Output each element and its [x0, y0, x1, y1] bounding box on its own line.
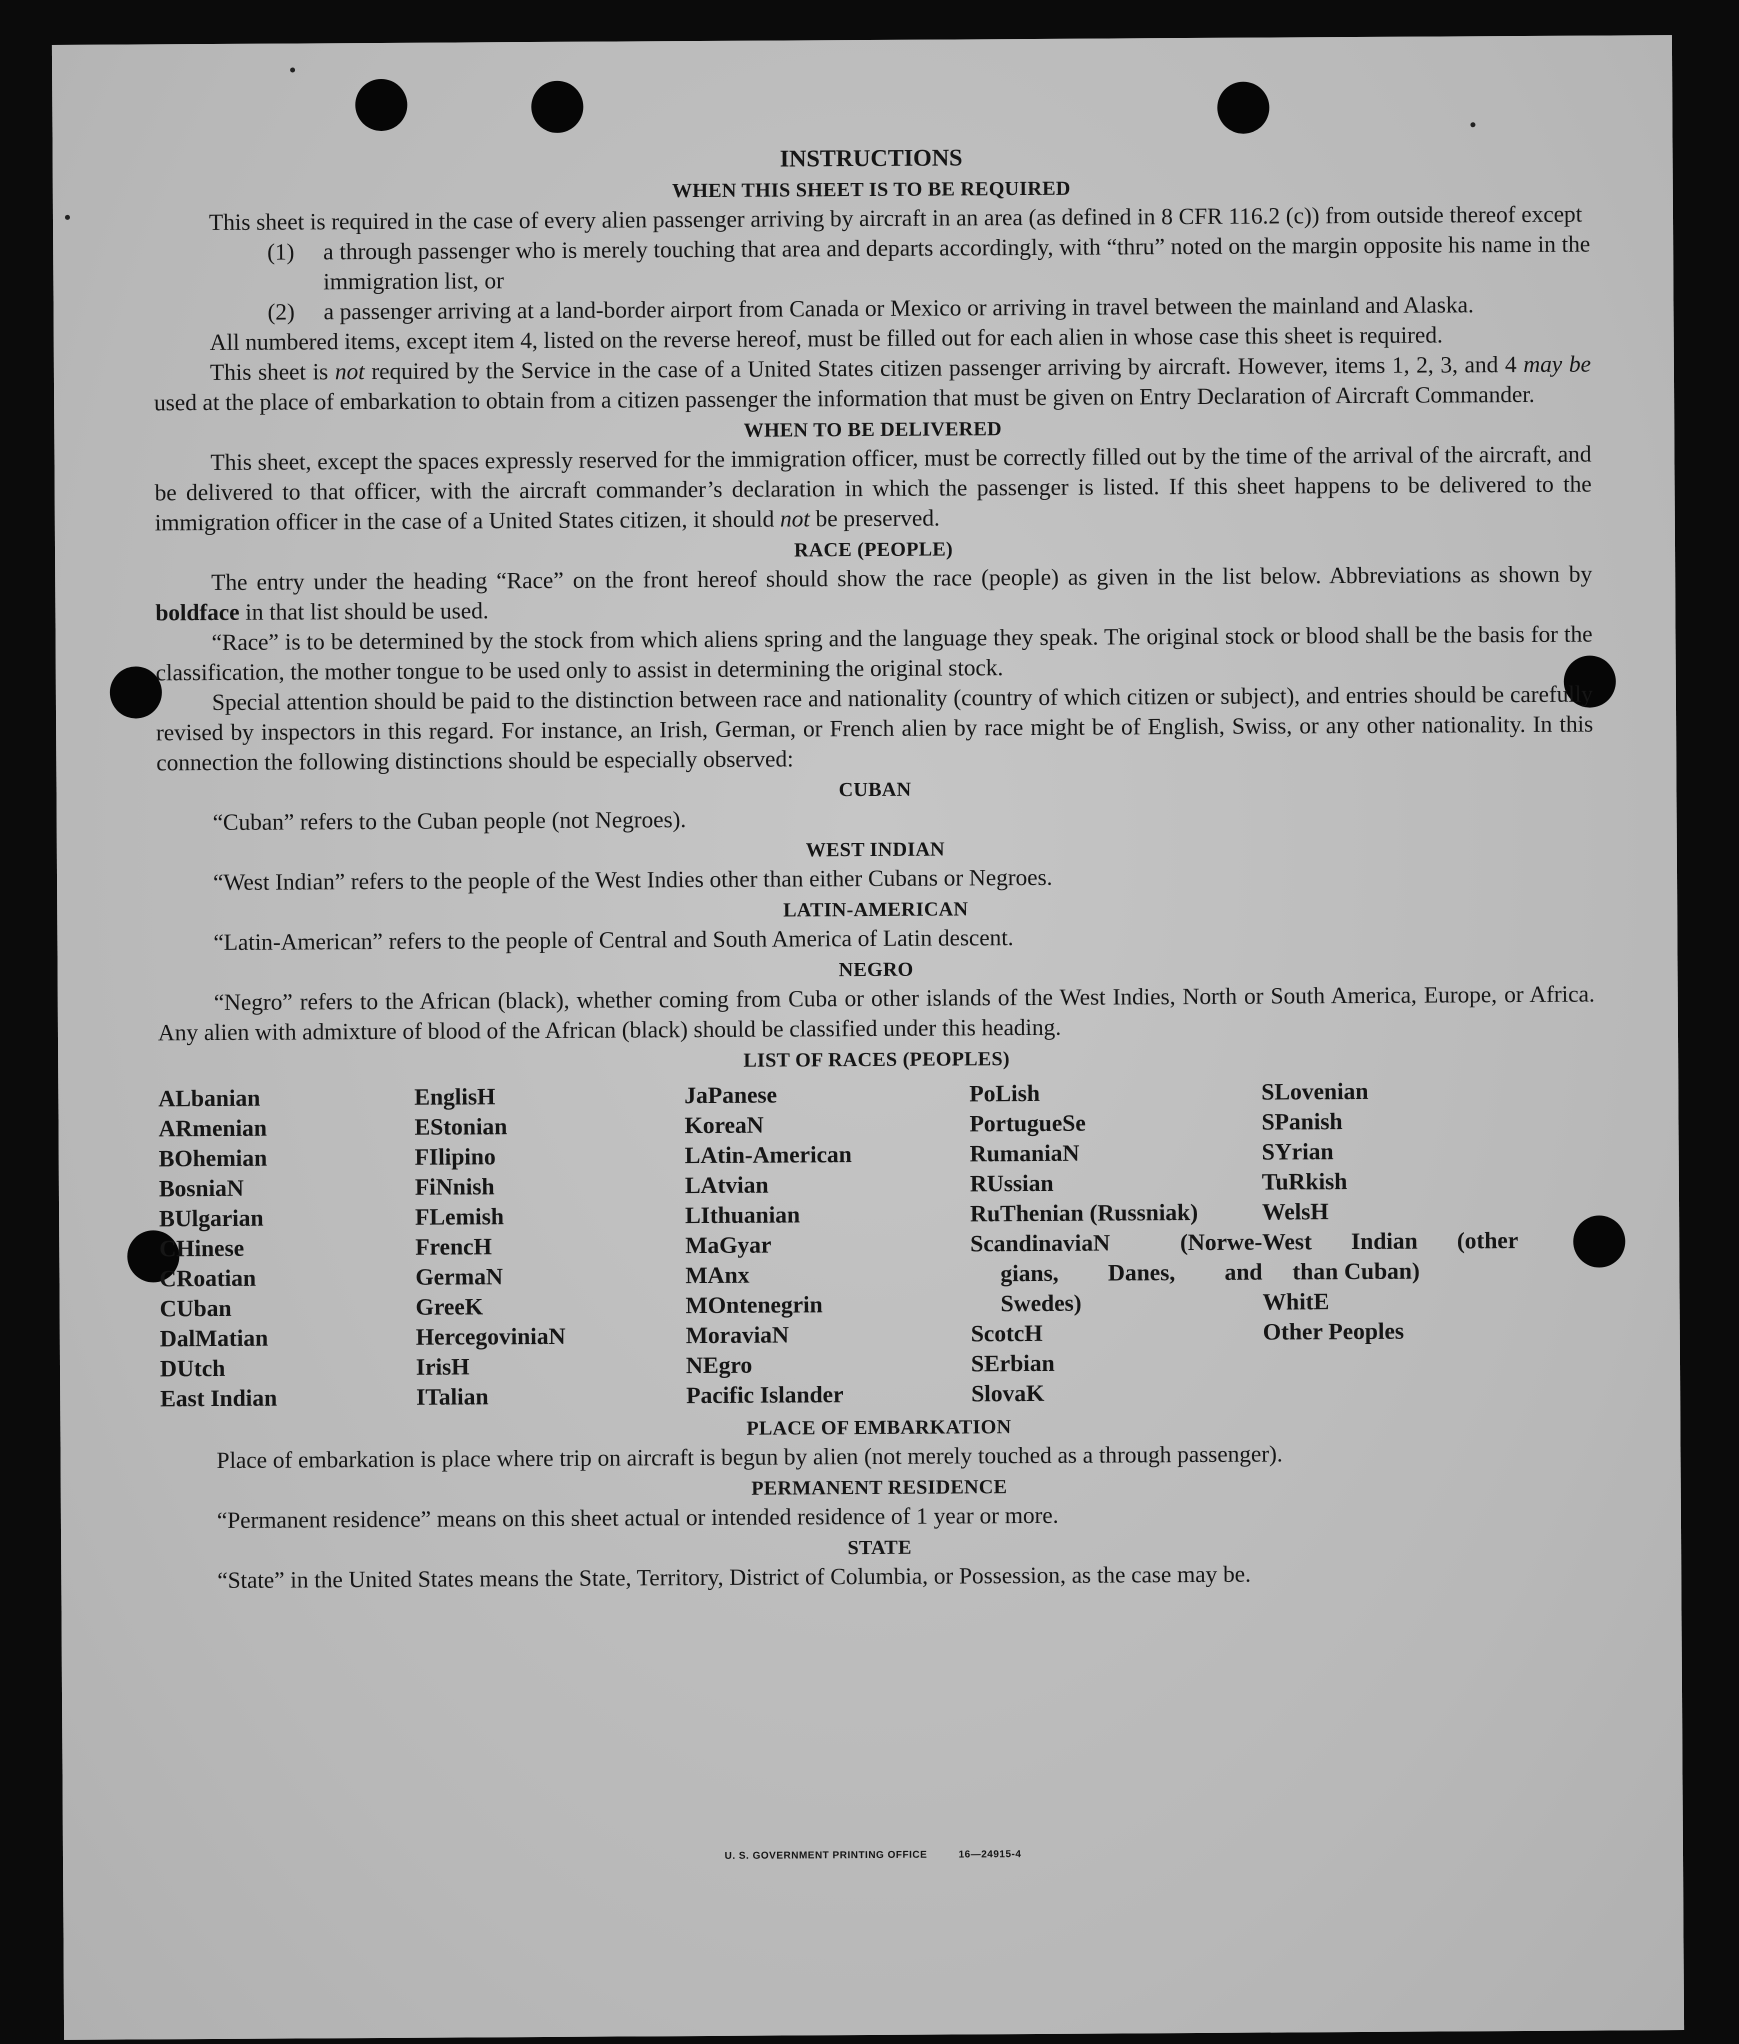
- race-entry: BosniaN: [158, 1175, 244, 1203]
- punch-hole: [355, 79, 407, 131]
- race-entry: TuRkish: [1261, 1169, 1348, 1196]
- race-entry-west-indian-cont: than Cuban): [1292, 1258, 1420, 1286]
- race-entry: SYrian: [1261, 1139, 1334, 1166]
- document-page: [52, 35, 1684, 2040]
- race-entry: NEgro: [685, 1352, 753, 1380]
- race-entry: EnglisH: [414, 1084, 496, 1111]
- race-entry: IrisH: [415, 1354, 470, 1381]
- ink-speck: [1470, 122, 1475, 127]
- races-column-4: [969, 1078, 1263, 1410]
- heading-when-delivered: WHEN TO BE DELIVERED: [743, 418, 1002, 442]
- race-entry: MAnx: [685, 1262, 750, 1290]
- race-entry: HercegoviniaN: [415, 1323, 566, 1351]
- race-entry: CUban: [159, 1295, 232, 1323]
- race-entry: RuThenian (Russniak): [970, 1199, 1199, 1228]
- race-entry-scandinavian-end: Swedes): [1000, 1290, 1082, 1318]
- race-entry-west-indian: West Indian (other: [1262, 1228, 1519, 1256]
- heading-race: RACE (PEOPLE): [794, 538, 954, 562]
- race-entry: RUssian: [969, 1170, 1054, 1198]
- race-entry: SlovaK: [971, 1380, 1045, 1408]
- heading-negro: NEGRO: [838, 958, 914, 982]
- race-entry: WelsH: [1261, 1199, 1329, 1226]
- race-paragraph-3: Special attention should be paid to the distinction between race and nationality (country of which citizen or subject), and entries should be carefully revised by inspectors in this regard. For instance, an Irish, German, or French alien by race might be of English, Swiss, or any other nationality. In this connection the following distinctions should be especially observed:: [156, 681, 1594, 777]
- race-entry: FLemish: [415, 1204, 504, 1231]
- race-entry-scandinavian: ScandinaviaN (Norwe-: [970, 1229, 1263, 1258]
- printer-name: U. S. GOVERNMENT PRINTING OFFICE: [724, 1849, 928, 1862]
- race-entry: RumaniaN: [969, 1140, 1080, 1168]
- races-list: [158, 1076, 1597, 1415]
- race-entry: GermaN: [415, 1264, 503, 1291]
- citizen-paragraph: This sheet is not required by the Service in the case of a United States citizen passenger arriving by aircraft. However, items 1, 2, 3, and 4 may be used at the place of embarkation to obtain from a citizen passenger the information that must be given on Entry Declaration of Aircraft Commander.: [154, 351, 1591, 417]
- race-entry: East Indian: [160, 1385, 278, 1413]
- race-entry: ITalian: [416, 1384, 489, 1411]
- race-entry: WhitE: [1262, 1289, 1330, 1316]
- race-entry: MoraviaN: [685, 1322, 790, 1350]
- race-entry: Pacific Islander: [686, 1382, 844, 1410]
- race-entry: ScotcH: [970, 1320, 1043, 1348]
- race-paragraph-2: “Race” is to be determined by the stock from which aliens spring and the language they speak. The original stock or blood shall be the basis for the classification, the mother tongue to be used only to assist in determining the original stock.: [155, 621, 1593, 687]
- race-entry: ARmenian: [158, 1115, 268, 1143]
- punch-hole: [110, 666, 162, 718]
- printer-imprint: [63, 1845, 1683, 1866]
- page-title: INSTRUCTIONS: [779, 145, 963, 173]
- form-code: 16—24915-4: [958, 1849, 1022, 1861]
- race-entry: DUtch: [159, 1355, 226, 1383]
- races-column-2: [414, 1081, 686, 1413]
- state-definition: “State” in the United States means the State, Territory, District of Columbia, or Possession, as the case may be.: [217, 1561, 1251, 1594]
- race-entry: ALbanian: [158, 1085, 261, 1113]
- heading-latin-american: LATIN-AMERICAN: [783, 898, 969, 922]
- embarkation-definition: Place of embarkation is place where trip on aircraft is begun by alien (not merely touched as a through passenger).: [216, 1441, 1283, 1474]
- races-column-3: [684, 1079, 971, 1411]
- ink-speck: [65, 215, 70, 220]
- race-entry: MaGyar: [685, 1232, 772, 1260]
- race-entry: PoLish: [969, 1080, 1040, 1108]
- item-text: a through passenger who is merely touching that area and departs accordingly, with “thru” noted on the margin opposite his name in the immigration list, or: [323, 231, 1591, 296]
- negro-definition: “Negro” refers to the African (black), whether coming from Cuba or other islands of the West Indies, North or South America, Europe, or Africa. Any alien with admixture of blood of the African (black) should be classified under this heading.: [157, 981, 1595, 1047]
- heading-when-required: WHEN THIS SHEET IS TO BE REQUIRED: [671, 177, 1071, 203]
- heading-west-indian: WEST INDIAN: [805, 838, 945, 862]
- race-entry: JaPanese: [684, 1082, 778, 1110]
- heading-state: STATE: [847, 1536, 912, 1560]
- race-entry: KoreaN: [684, 1112, 764, 1140]
- race-entry: EStonian: [414, 1114, 508, 1141]
- race-entry: LAtvian: [684, 1172, 769, 1200]
- item-text: a passenger arriving at a land-border airport from Canada or Mexico or arriving in travel between the mainland and Alaska.: [323, 292, 1474, 326]
- ink-speck: [290, 67, 295, 72]
- west-indian-definition: “West Indian” refers to the people of the West Indies other than either Cubans or Negroes.: [212, 864, 1053, 896]
- delivery-paragraph: This sheet, except the spaces expressly reserved for the immigration officer, must be correctly filled out by the time of the arrival of the aircraft, and be delivered to that officer, with the aircraft commander’s declaration in which the passenger is listed. If this sheet happens to be delivered to the immigration officer in the case of a United States citizen, it should not be preserved.: [154, 441, 1592, 537]
- race-entry: GreeK: [415, 1294, 484, 1321]
- heading-permanent-residence: PERMANENT RESIDENCE: [751, 1476, 1008, 1500]
- race-entry: SErbian: [970, 1350, 1055, 1378]
- race-entry-scandinavian-cont: gians, Danes, and: [1000, 1259, 1263, 1288]
- instructions-body: [153, 140, 1599, 1597]
- race-entry: MOntenegrin: [685, 1292, 823, 1320]
- punch-hole: [1217, 82, 1269, 134]
- heading-cuban: CUBAN: [838, 778, 912, 802]
- race-paragraph-1: The entry under the heading “Race” on the front hereof should show the race (people) as given in the list below. Abbreviations as shown by boldface in that list should be used.: [155, 561, 1593, 627]
- race-entry: FIlipino: [414, 1144, 496, 1171]
- punch-hole: [531, 81, 583, 133]
- residence-definition: “Permanent residence” means on this sheet actual or intended residence of 1 year or more.: [216, 1502, 1059, 1534]
- races-column-5: [1261, 1076, 1597, 1408]
- cuban-definition: “Cuban” refers to the Cuban people (not Negroes).: [212, 807, 687, 836]
- race-entry: DalMatian: [159, 1325, 269, 1353]
- item-number: (1): [267, 239, 295, 266]
- latin-american-definition: “Latin-American” refers to the people of Central and South America of Latin descent.: [213, 925, 1014, 956]
- race-entry: SPanish: [1261, 1109, 1343, 1136]
- race-entry: LIthuanian: [685, 1202, 801, 1230]
- heading-embarkation: PLACE OF EMBARKATION: [746, 1416, 1012, 1440]
- race-entry: CHinese: [159, 1235, 245, 1263]
- race-entry: FrencH: [415, 1234, 492, 1261]
- races-column-1: [158, 1083, 416, 1415]
- item-number: (2): [267, 299, 295, 326]
- heading-list-of-races: LIST OF RACES (PEOPLES): [743, 1048, 1010, 1072]
- race-entry: SLovenian: [1261, 1078, 1369, 1106]
- exception-item-1: [153, 230, 1590, 299]
- race-entry: Other Peoples: [1262, 1318, 1405, 1346]
- numbered-items-paragraph: All numbered items, except item 4, listed on the reverse hereof, must be filled out for each alien in whose case this sheet is required.: [209, 322, 1443, 357]
- race-entry: BOhemian: [158, 1145, 268, 1173]
- when-required-intro: This sheet is required in the case of every alien passenger arriving by aircraft in an area (as defined in 8 CFR 116.2 (c)) from outside thereof except: [208, 201, 1583, 237]
- race-entry: PortugueSe: [969, 1110, 1086, 1138]
- race-entry: CRoatian: [159, 1265, 257, 1293]
- race-entry: BUlgarian: [159, 1205, 264, 1233]
- race-entry: LAtin-American: [684, 1142, 852, 1170]
- race-entry: FiNnish: [414, 1174, 495, 1201]
